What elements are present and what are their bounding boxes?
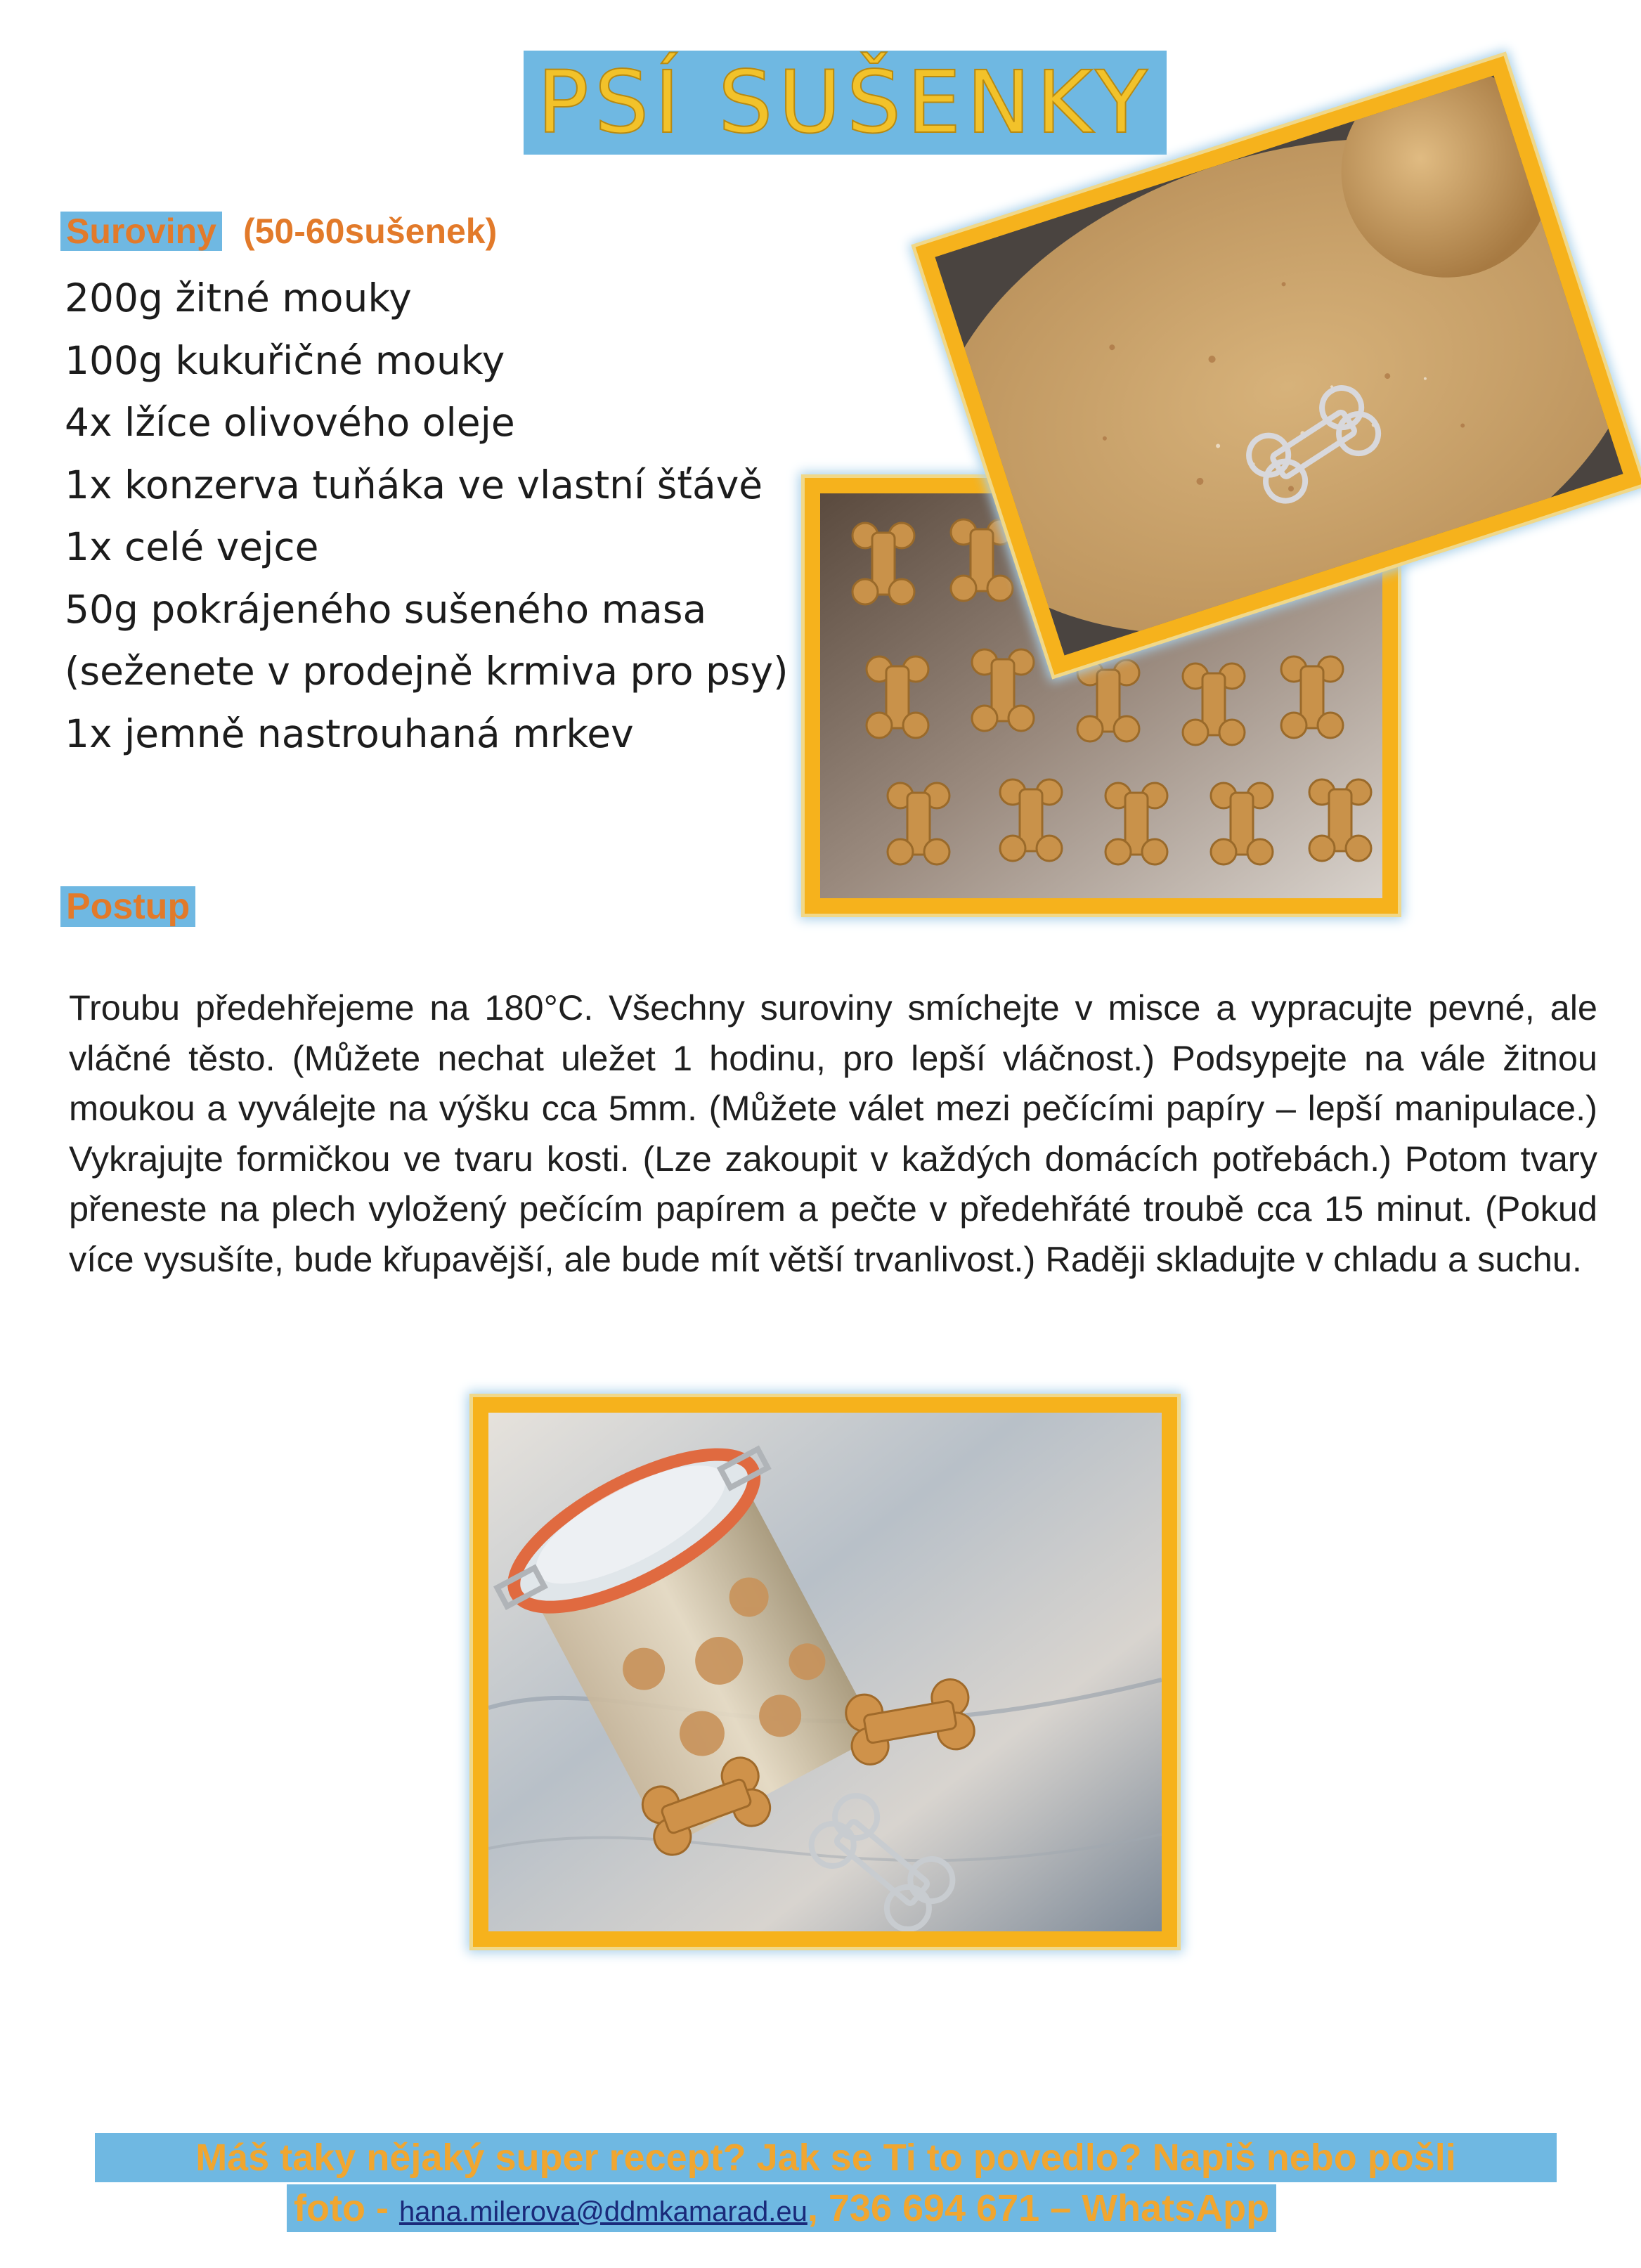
ingredient-item: 100g kukuřičné mouky — [65, 337, 505, 383]
footer-line-1: Máš taky nějaký super recept? Jak se Ti to povedlo? Napiš nebo pošli — [95, 2133, 1557, 2182]
ingredients-header — [60, 211, 497, 252]
footer-suffix: , 736 694 671 – WhatsApp — [807, 2187, 1270, 2229]
method-header — [60, 886, 195, 928]
ingredient-item: 200g žitné mouky — [65, 276, 412, 320]
dough-cutter-image — [935, 75, 1623, 655]
method-text: Troubu předehřejeme na 180°C. Všechny suroviny smíchejte v misce a vypracujte pevné, ale vláčné těsto. (Můžete nechat uležet 1 hodinu, pro lepší vláčnost.) Podsypejte na vále žitnou moukou a vyválejte na výšku cca 5mm. (Můžete válet mezi pečícími papíry – lepší manipulace.) Vykrajujte formičkou ve tvaru kosti. (Lze zakoupit v každých domácích potřebách.) Potom tvary přeneste na plech vyložený pečícím papírem a pečte v předehřáté troubě cca 15 minut. (Pokud více vysušíte, bude křupavější, ale bude mít větší trvanlivost.) Raději skladujte v chladu a suchu. — [69, 987, 1597, 1279]
email-link[interactable]: hana.milerova@ddmkamarad.eu — [398, 2196, 807, 2227]
method-heading: Postup — [60, 886, 195, 927]
photo-biscuit-jar — [473, 1397, 1177, 1947]
footer-prefix: foto - — [294, 2187, 399, 2229]
ingredient-item: 1x celé vejce — [65, 524, 319, 569]
ingredient-item: 1x jemně nastrouhaná mrkev — [65, 711, 634, 756]
footer-line-2 — [287, 2184, 1276, 2232]
ingredients-list — [65, 267, 789, 765]
ingredient-item: 50g pokrájeného sušeného masa — [65, 586, 707, 632]
ingredient-item: (seženete v prodejně krmiva pro psy) — [65, 649, 789, 694]
ingredient-item: 4x lžíce olivového oleje — [65, 400, 515, 445]
ingredient-item: 1x konzerva tuňáka ve vlastní šťávě — [65, 462, 763, 507]
title-banner — [524, 51, 1167, 155]
page-title: PSÍ SUŠENKY — [537, 53, 1153, 153]
ingredients-count: (50-60sušenek) — [242, 212, 498, 251]
ingredients-heading: Suroviny — [60, 212, 222, 251]
biscuit-jar-image — [488, 1413, 1162, 1931]
